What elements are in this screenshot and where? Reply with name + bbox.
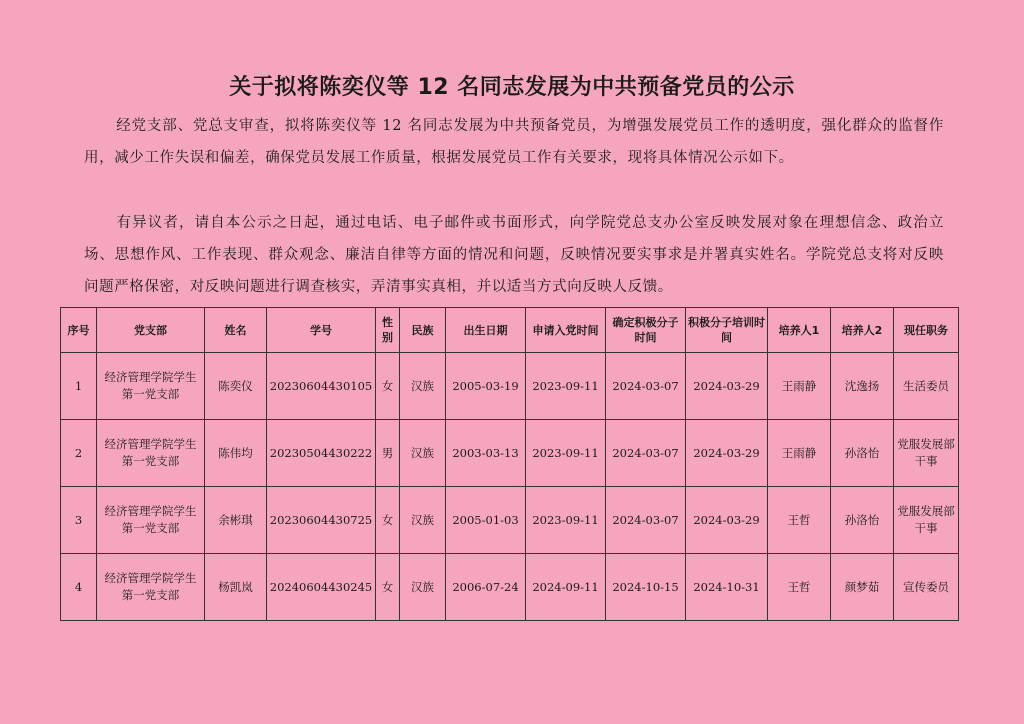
candidates-table bbox=[60, 307, 959, 621]
cell-position: 党服发展部干事 bbox=[894, 420, 959, 487]
cell-gender: 女 bbox=[376, 353, 400, 420]
paragraph-intro-text: 经党支部、党总支审查，拟将陈奕仪等 12 名同志发展为中共预备党员，为增强发展党员工作的透明度，强化群众的监督作用，减少工作失误和偏差，确保党员发展工作质量，根据发展党员工作有关要求，现将具体情况公示如下。 bbox=[84, 118, 944, 166]
header-birth-date: 出生日期 bbox=[446, 308, 526, 353]
cell-birth-date: 2005-01-03 bbox=[446, 487, 526, 554]
cell-student-id: 20240604430245 bbox=[267, 554, 376, 621]
cell-index: 3 bbox=[61, 487, 97, 554]
cell-student-id: 20230604430105 bbox=[267, 353, 376, 420]
cell-ethnicity: 汉族 bbox=[400, 420, 446, 487]
cell-ethnicity: 汉族 bbox=[400, 554, 446, 621]
cell-birth-date: 2003-03-13 bbox=[446, 420, 526, 487]
cell-activist-date: 2024-10-15 bbox=[606, 554, 686, 621]
cell-mentor-1: 王雨静 bbox=[768, 420, 831, 487]
cell-gender: 女 bbox=[376, 487, 400, 554]
paragraph-objection-text: 有异议者，请自本公示之日起，通过电话、电子邮件或书面形式，向学院党总支办公室反映发展对象在理想信念、政治立场、思想作风、工作表现、群众观念、廉洁自律等方面的情况和问题，反映情况要实事求是并署真实姓名。学院党总支将对反映问题严格保密，对反映问题进行调查核实，弄清事实真相，并以适当方式向反映人反馈。 bbox=[84, 215, 944, 295]
paragraph-objection bbox=[84, 207, 944, 303]
header-position: 现任职务 bbox=[894, 308, 959, 353]
header-gender: 性别 bbox=[376, 308, 400, 353]
cell-mentor-2: 孙洛怡 bbox=[831, 420, 894, 487]
cell-mentor-1: 王雨静 bbox=[768, 353, 831, 420]
header-training-date: 积极分子培训时间 bbox=[686, 308, 768, 353]
header-branch: 党支部 bbox=[97, 308, 205, 353]
cell-branch: 经济管理学院学生第一党支部 bbox=[97, 487, 205, 554]
cell-branch: 经济管理学院学生第一党支部 bbox=[97, 554, 205, 621]
table-header-row bbox=[61, 308, 959, 353]
cell-ethnicity: 汉族 bbox=[400, 353, 446, 420]
cell-training-date: 2024-10-31 bbox=[686, 554, 768, 621]
cell-application-date: 2024-09-11 bbox=[526, 554, 606, 621]
header-mentor-2: 培养人2 bbox=[831, 308, 894, 353]
table-row bbox=[61, 554, 959, 621]
cell-position: 宣传委员 bbox=[894, 554, 959, 621]
cell-name: 余彬琪 bbox=[205, 487, 267, 554]
cell-position: 党服发展部干事 bbox=[894, 487, 959, 554]
cell-name: 杨凯岚 bbox=[205, 554, 267, 621]
cell-training-date: 2024-03-29 bbox=[686, 353, 768, 420]
cell-training-date: 2024-03-29 bbox=[686, 487, 768, 554]
cell-application-date: 2023-09-11 bbox=[526, 420, 606, 487]
table-row bbox=[61, 487, 959, 554]
cell-position: 生活委员 bbox=[894, 353, 959, 420]
cell-activist-date: 2024-03-07 bbox=[606, 487, 686, 554]
cell-gender: 女 bbox=[376, 554, 400, 621]
cell-name: 陈奕仪 bbox=[205, 353, 267, 420]
cell-gender: 男 bbox=[376, 420, 400, 487]
cell-application-date: 2023-09-11 bbox=[526, 353, 606, 420]
header-name: 姓名 bbox=[205, 308, 267, 353]
cell-branch: 经济管理学院学生第一党支部 bbox=[97, 420, 205, 487]
header-ethnicity: 民族 bbox=[400, 308, 446, 353]
cell-index: 2 bbox=[61, 420, 97, 487]
page-title: 关于拟将陈奕仪等 12 名同志发展为中共预备党员的公示 bbox=[229, 75, 795, 100]
cell-name: 陈伟均 bbox=[205, 420, 267, 487]
cell-mentor-1: 王哲 bbox=[768, 487, 831, 554]
cell-mentor-2: 孙洛怡 bbox=[831, 487, 894, 554]
cell-training-date: 2024-03-29 bbox=[686, 420, 768, 487]
cell-activist-date: 2024-03-07 bbox=[606, 353, 686, 420]
header-activist-date: 确定积极分子时间 bbox=[606, 308, 686, 353]
cell-birth-date: 2005-03-19 bbox=[446, 353, 526, 420]
header-application-date: 申请入党时间 bbox=[526, 308, 606, 353]
cell-index: 4 bbox=[61, 554, 97, 621]
cell-mentor-2: 沈逸扬 bbox=[831, 353, 894, 420]
cell-student-id: 20230504430222 bbox=[267, 420, 376, 487]
cell-activist-date: 2024-03-07 bbox=[606, 420, 686, 487]
cell-index: 1 bbox=[61, 353, 97, 420]
table-row bbox=[61, 353, 959, 420]
cell-branch: 经济管理学院学生第一党支部 bbox=[97, 353, 205, 420]
header-student-id: 学号 bbox=[267, 308, 376, 353]
cell-mentor-1: 王哲 bbox=[768, 554, 831, 621]
cell-student-id: 20230604430725 bbox=[267, 487, 376, 554]
cell-ethnicity: 汉族 bbox=[400, 487, 446, 554]
cell-mentor-2: 颜梦茹 bbox=[831, 554, 894, 621]
table-row bbox=[61, 420, 959, 487]
cell-application-date: 2023-09-11 bbox=[526, 487, 606, 554]
paragraph-intro bbox=[84, 110, 944, 174]
cell-birth-date: 2006-07-24 bbox=[446, 554, 526, 621]
header-mentor-1: 培养人1 bbox=[768, 308, 831, 353]
header-index: 序号 bbox=[61, 308, 97, 353]
